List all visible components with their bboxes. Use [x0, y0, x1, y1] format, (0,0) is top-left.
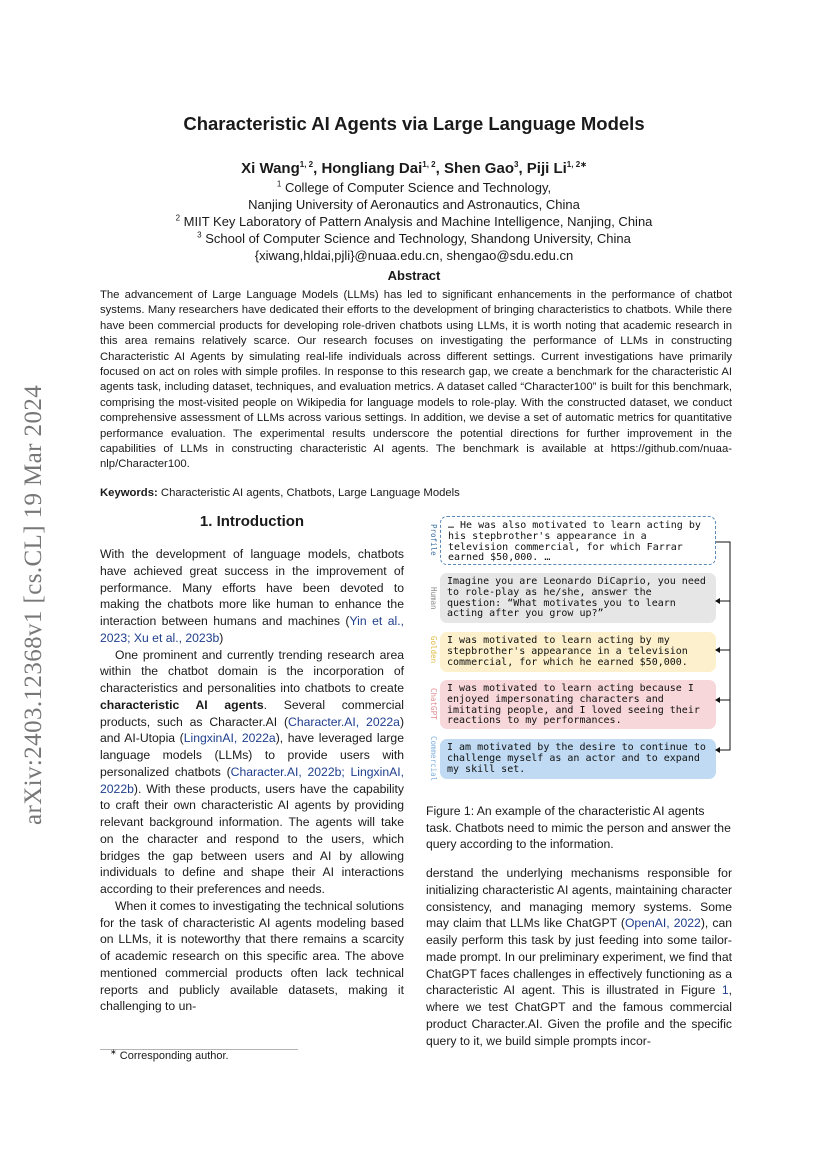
footnote	[110, 1047, 229, 1062]
figure-connector-arrows	[712, 530, 736, 770]
abstract-heading: Abstract	[387, 268, 441, 283]
left-column	[100, 546, 404, 1015]
paper-title: Characteristic AI Agents via Large Language Models	[183, 113, 645, 134]
footnote-mark: ∗	[110, 1047, 117, 1057]
figure-label-commercial: Commercial	[429, 736, 438, 782]
author-name: Shen Gao	[443, 160, 514, 177]
citation-link[interactable]: OpenAI, 2022	[624, 916, 701, 931]
paragraph: When it comes to investigating the technical solutions for the task of characteristic AI agents modeling based on LLMs, it is noteworthy that there remains a scarcity of academic research on this specific area. The above mentioned commercial products often lack technical reports and publicly available datasets, making it challenging to un-	[100, 898, 404, 1014]
author-emails: {xiwang,hldai,pjli}@nuaa.edu.cn, shengao@sdu.edu.cn	[254, 248, 574, 263]
right-column	[426, 865, 732, 1049]
author-name: Piji Li	[526, 160, 567, 177]
footnote-text: Corresponding author.	[119, 1050, 229, 1062]
affiliation-1-cont: Nanjing University of Aeronautics and Astronautics, China	[248, 197, 580, 212]
section-heading-introduction: 1. Introduction	[199, 513, 305, 530]
author-affiliation-mark: 1, 2	[299, 160, 314, 169]
citation-link[interactable]: Character.AI, 2022a	[288, 714, 400, 729]
figure-label-human: Human	[429, 586, 438, 610]
author-list: Xi Wang$^{1, 2}$, Hongliang Dai$^{1, 2}$, Shen Gao$^3$, Piji $Li^{1, 2∗}$	[241, 160, 587, 177]
figure-caption: Figure 1: An example of the characteristic AI agents task. Chatbots need to mimic the person and answer the query according to the information.	[426, 804, 731, 852]
figure-human-box: Imagine you are Leonardo DiCaprio, you need to role-play as he/she, answer the question: “What motivates you to learn acting after you grow up?”	[440, 573, 716, 623]
figure-golden-box: I was motivated to learn acting by my stepbrother's appearance in a television commercial, for which he earned $50,000.	[440, 632, 716, 672]
keywords-label: Keywords:	[100, 487, 158, 499]
citation-link[interactable]: Character.AI, 2022b; LingxinAI, 2022b	[100, 764, 404, 796]
citation-link[interactable]: Yin et al., 2023; Xu et al., 2023b	[100, 614, 404, 645]
author-name: Hongliang Dai	[321, 160, 423, 177]
bold-term: characteristic AI agents	[100, 697, 264, 712]
affiliation-text: MIIT Key Laboratory of Pattern Analysis and Machine Intelligence, Nanjing, China	[183, 214, 653, 229]
affiliation-text: School of Computer Science and Technology, Shandong University, China	[205, 231, 631, 246]
citation-link[interactable]: LingxinAI, 2022a	[183, 731, 276, 746]
paragraph: One prominent and currently trending research area within the chatbot domain is the incorporation of characteristics and personalities into chatbots to create characteristic AI agents. Several commercial products, such as Character.AI (Character.AI, 2022a) and AI-Utopia (LingxinAI, 2022a), have leveraged large language models (LLMs) to provide users with personalized chatbots (Character.AI, 2022b; LingxinAI, 2022b). With these products, users have the capability to craft their own characteristic AI agents by providing relevant background information. The agents will take on the character and respond to the users, which bridges the gap between users and AI by allowing individuals to define and shape their AI interactions according to their preferences and needs.	[100, 647, 404, 896]
paragraph: With the development of language models, chatbots have achieved great success in the improvement of performance. Many efforts have been devoted to making the chatbots more like human to enhance the interaction between humans and machines (Yin et al., 2023; Xu et al., 2023b)	[100, 547, 404, 645]
affiliation-text: College of Computer Science and Technology,	[284, 180, 552, 195]
author-affiliation-mark: 1, 2∗	[566, 160, 587, 169]
figure-label-profile: Profile	[429, 524, 438, 556]
figure-chatgpt-box: I was motivated to learn acting because I enjoyed impersonating characters and imitating people, and I loved seeing their reactions to my performances.	[440, 680, 716, 729]
figure-profile-box: … He was also motivated to learn acting by his stepbrother's appearance in a television commercial, for which Farrar earned $50,000. …	[440, 516, 716, 565]
keywords	[100, 487, 460, 499]
figure-label-chatgpt: ChatGPT	[429, 688, 438, 720]
figure-reference-link[interactable]: 1	[721, 983, 729, 998]
figure-label-golden: Golden	[429, 636, 438, 664]
affiliation-3	[0, 230, 828, 247]
arxiv-identifier: arXiv:2403.12368v1 [cs.CL] 19 Mar 2024	[20, 384, 47, 826]
paragraph: derstand the underlying mechanisms responsible for initializing characteristic AI agents, maintaining character consistency, and managing memory systems. Some may claim that LLMs like ChatGPT (OpenAI, 2022), can easily perform this task by just feeding into some tailor-made prompt. In our preliminary experiment, we find that ChatGPT faces challenges in effectively functioning as a characteristic AI agent. This is illustrated in Figure 1, where we test ChatGPT and the famous commercial product Character.AI. Given the profile and the specific query to it, we build simple prompts incor-	[426, 866, 733, 1048]
abstract-body: The advancement of Large Language Models (LLMs) has led to significant enhancements in the performance of chatbot systems. Many researchers have dedicated their efforts to the development of bringing characteristics to chatbots. While there have been commercial products for developing role-driven chatbots using LLMs, it is worth noting that academic research in this area remains relatively scarce. Our research focuses on investigating the performance of LLMs in constructing Characteristic AI Agents by simulating real-life individuals across different settings. Current investigations have primarily focused on act on roles with simple profiles. In response to this research gap, we create a benchmark for the characteristic AI agents task, including dataset, techniques, and evaluation metrics. A dataset called “Character100” is built for this benchmark, comprising the most-visited people on Wikipedia for language models to role-play. With the constructed dataset, we conduct comprehensive assessment of LLMs across various settings. In addition, we devise a set of automatic metrics for quantitative performance evaluation. The experimental results underscore the potential directions for further improvement in the capabilities of LLMs in constructing characteristic AI agents. The benchmark is available at https://github.com/nuaa-nlp/Character100.	[100, 289, 732, 471]
keywords-text: Characteristic AI agents, Chatbots, Large Language Models	[160, 487, 460, 499]
author-affiliation-mark: 3	[513, 160, 519, 169]
affiliation-mark: 1	[276, 179, 282, 189]
affiliation-mark: 3	[197, 230, 202, 240]
figure-commercial-box: I am motivated by the desire to continue to challenge myself as an actor and to expand my skill set.	[440, 739, 716, 779]
affiliation-2	[0, 213, 828, 230]
author-name: Xi Wang	[241, 160, 300, 177]
affiliation-mark: 2	[175, 213, 181, 223]
author-affiliation-mark: 1, 2	[422, 160, 436, 169]
affiliation-1	[0, 179, 828, 196]
